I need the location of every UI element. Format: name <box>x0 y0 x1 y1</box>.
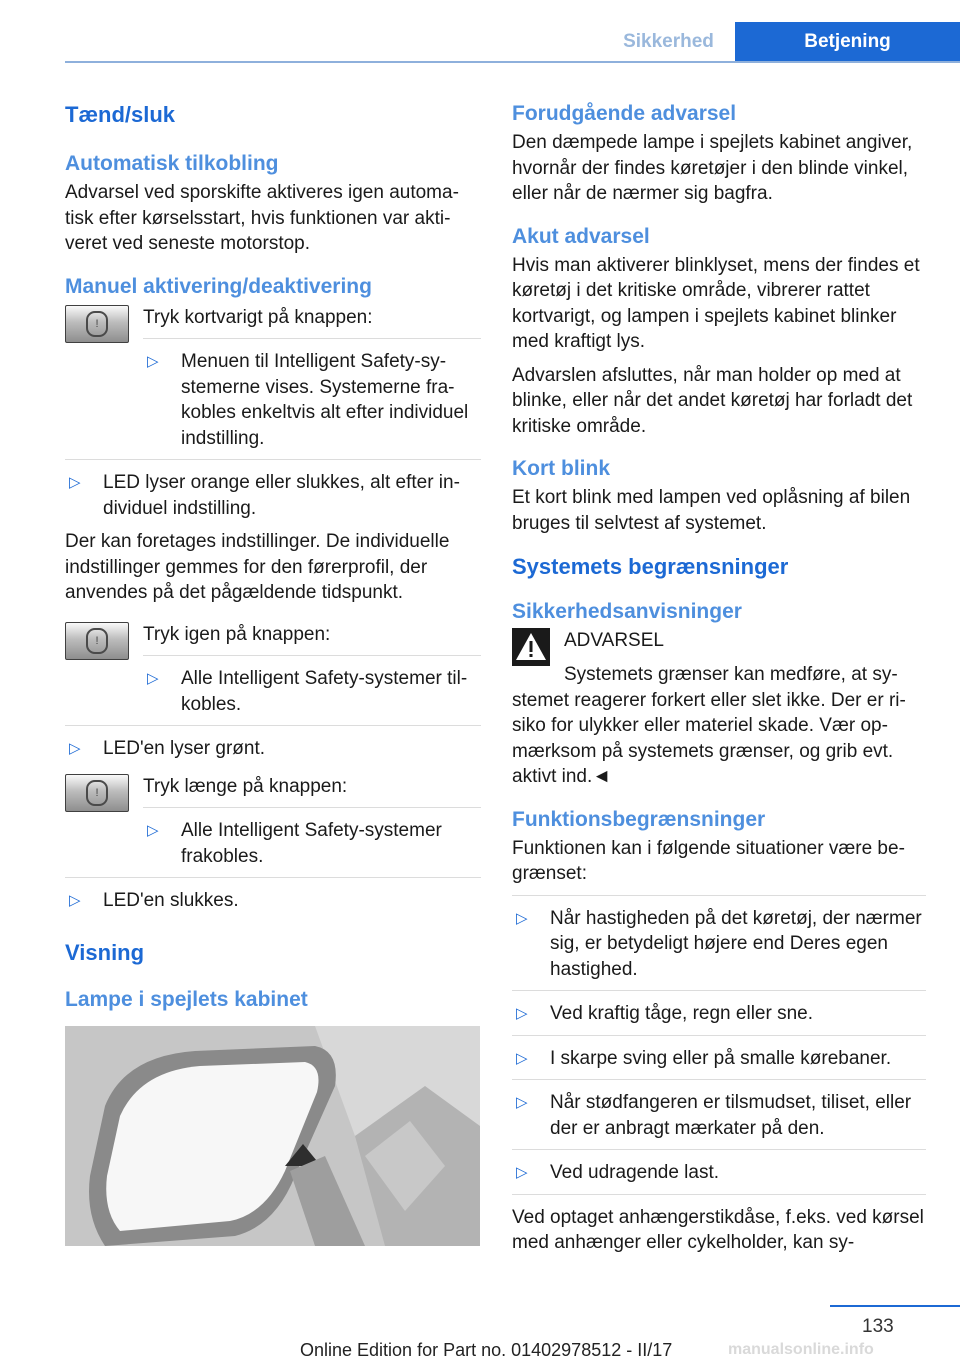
paragraph-kort-blink: Et kort blink med lampen ved oplåsning af bilen bruges til selvtest af systemet. <box>512 487 911 534</box>
tab-betjening[interactable]: Betjening <box>735 22 960 62</box>
footer-divider <box>830 1305 960 1307</box>
paragraph-indstillinger: Der kan foretages indstillinger. De individuelle indstillinger gemmes for den førerprofil, der anvendes på det pågældende tidspunkt. <box>65 531 450 603</box>
list-item: ▷ Ved udragende last. <box>512 1160 926 1186</box>
list-item: ▷ LED'en lyser grønt. <box>65 736 481 762</box>
divider <box>512 1194 926 1195</box>
safety-button-icon: ! <box>86 311 108 337</box>
press-short-text: Tryk kortvarigt på knappen: <box>143 306 373 328</box>
header-divider <box>65 61 960 63</box>
tab-sikkerhed[interactable]: Sikkerhed <box>623 31 714 52</box>
heading-visning: Visning <box>65 939 145 965</box>
heading-kort-blink: Kort blink <box>512 457 610 480</box>
heading-forudgaaende: Forudgående advarsel <box>512 102 737 125</box>
paragraph-funktion: Funktionen kan i følgende situationer være begrænset: <box>512 837 905 884</box>
divider <box>65 725 481 726</box>
press-long-text: Tryk længe på knappen: <box>143 775 348 797</box>
bullet-triangle-icon: ▷ <box>147 353 159 370</box>
safety-button-image <box>65 305 129 343</box>
bullet-triangle-icon: ▷ <box>147 670 159 687</box>
mirror-lamp-image <box>65 1026 480 1246</box>
divider <box>512 895 926 896</box>
safety-button-icon: ! <box>86 628 108 654</box>
divider <box>65 877 481 878</box>
bullet-triangle-icon: ▷ <box>516 1094 528 1111</box>
list-item: ▷ Ved kraftig tåge, regn eller sne. <box>512 1001 926 1027</box>
list-item: ▷ I skarpe sving eller på smalle kørebaner. <box>512 1046 926 1072</box>
warning-block <box>512 628 926 666</box>
divider <box>143 655 481 656</box>
bullet-triangle-icon: ▷ <box>69 740 81 757</box>
divider <box>512 1149 926 1150</box>
safety-button-icon: ! <box>86 780 108 806</box>
paragraph-forudgaaende: Den dæmpede lampe i spejlets kabinet angiver, hvornår der findes køretøjer i den blinde vinkel, eller når de nærmer sig bagfra. <box>512 132 913 204</box>
bullet-triangle-icon: ▷ <box>516 1164 528 1181</box>
bullet-triangle-icon: ▷ <box>516 909 528 927</box>
edition-text: Online Edition for Part no. 01402978512 - II/17 <box>300 1340 673 1360</box>
heading-automatisk-tilkobling: Automatisk tilkobling <box>65 152 279 175</box>
warning-triangle-icon <box>512 628 550 666</box>
divider <box>65 459 481 460</box>
heading-akut: Akut advarsel <box>512 224 650 248</box>
safety-button-image <box>65 622 129 660</box>
list-item: ▷ Alle Intelligent Safety-systemer frakobles. <box>143 818 481 869</box>
heading-sikkerhedsanvisninger: Sikkerhedsanvisninger <box>512 600 742 623</box>
divider <box>143 807 481 808</box>
bullet-triangle-icon: ▷ <box>516 1049 528 1067</box>
button-instruction-3 <box>65 774 481 878</box>
divider <box>512 1035 926 1036</box>
press-again-text: Tryk igen på knappen: <box>143 623 331 645</box>
left-column <box>65 100 481 1246</box>
right-column <box>512 100 926 1264</box>
page-number: 133 <box>862 1316 894 1337</box>
list-item: ▷ LED lyser orange eller slukkes, alt efter individuel indstilling. <box>65 470 481 521</box>
paragraph-automatisk: Advarsel ved sporskifte aktiveres igen automatisk efter kørselsstart, hvis funktionen var aktiveret ved seneste motorstop. <box>65 182 459 254</box>
list-item: ▷ LED'en slukkes. <box>65 888 481 914</box>
list-item: ▷ Alle Intelligent Safety-systemer tilkobles. <box>143 666 481 717</box>
divider <box>512 1079 926 1080</box>
warning-title: ADVARSEL <box>564 630 664 651</box>
divider <box>143 338 481 339</box>
paragraph-akut-2: Advarslen afsluttes, når man holder op med at blinke, eller når det andet køretøj har forladt det kritiske område. <box>512 364 913 437</box>
warning-text: Systemets grænser kan medføre, at systemet reagerer forkert eller slet ikke. Der er risiko for ulykker eller materiel skade. Vær opmærksom på systemets grænser, og grib evt. aktivt ind.◄ <box>512 664 906 787</box>
heading-funktionsbegraensninger: Funktionsbegrænsninger <box>512 807 766 831</box>
button-instruction-1 <box>65 305 481 460</box>
button-instruction-2 <box>65 622 481 726</box>
header-tabs <box>602 22 960 62</box>
divider <box>512 990 926 991</box>
watermark: manualsonline.info <box>728 1341 874 1358</box>
safety-button-image <box>65 774 129 812</box>
paragraph-anhaenger: Ved optaget anhængerstikdåse, f.eks. ved kørsel med anhænger eller cykelholder, kan sy- <box>512 1206 924 1253</box>
bullet-triangle-icon: ▷ <box>69 474 81 491</box>
heading-taend-sluk: Tænd/sluk <box>65 102 176 127</box>
heading-lampe: Lampe i spejlets kabinet <box>65 987 308 1011</box>
heading-begraensninger: Systemets begrænsninger <box>512 554 789 579</box>
list-item: ▷ Når stødfangeren er tilsmudset, tiliset, eller der er anbragt mærkater på den. <box>512 1090 926 1141</box>
paragraph-akut-1: Hvis man aktiverer blinklyset, mens der findes et køretøj i det kritiske område, vibrerer rattet kortvarigt, og lampen i spejlets kabinet blinker med kraftigt lys. <box>512 254 920 352</box>
list-item: ▷ Menuen til Intelligent Safety-systemerne vises. Systemerne frakobles enkeltvis alt efter individuel indstilling. <box>143 349 481 451</box>
bullet-triangle-icon: ▷ <box>69 892 81 909</box>
heading-manuel-aktivering: Manuel aktivering/deaktivering <box>65 274 372 298</box>
bullet-triangle-icon: ▷ <box>516 1005 528 1022</box>
bullet-triangle-icon: ▷ <box>147 822 159 839</box>
list-item: ▷ Når hastigheden på det køretøj, der nærmer sig, er betydeligt højere end Deres egen hastighed. <box>512 906 926 983</box>
